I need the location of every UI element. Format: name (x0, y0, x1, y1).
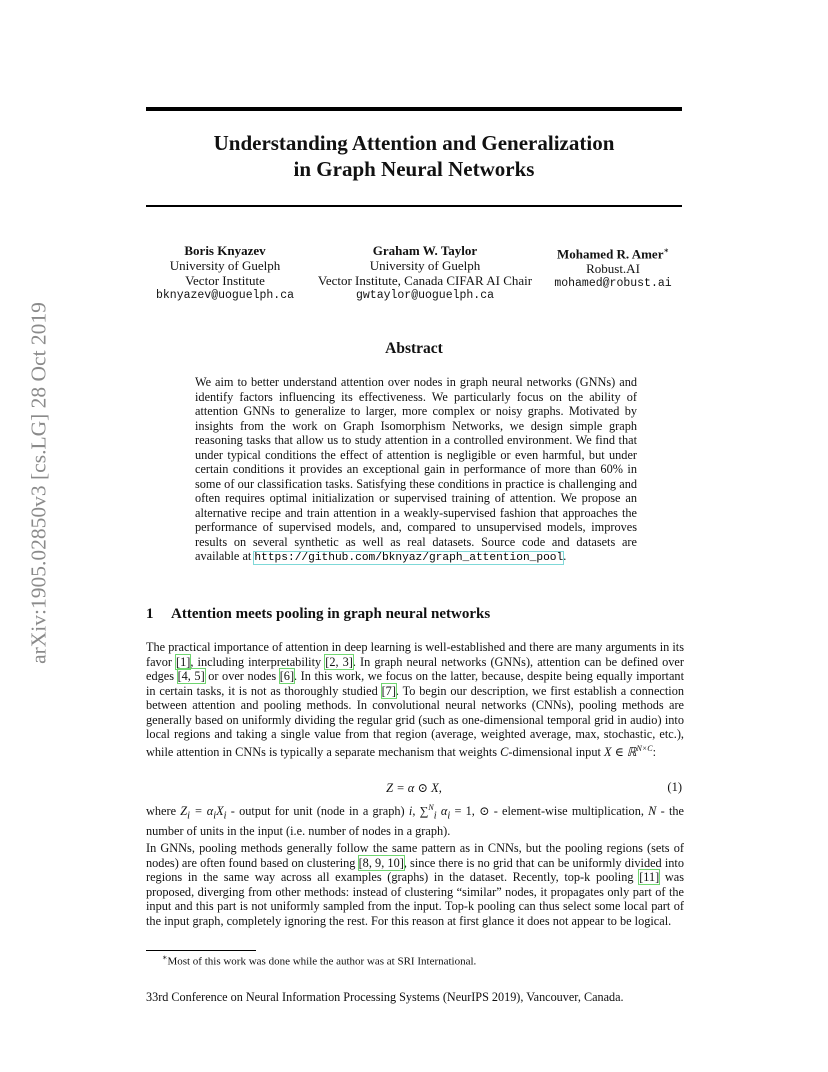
author-email: mohamed@robust.ai (554, 277, 672, 291)
citation-link[interactable]: [7] (381, 683, 396, 698)
abstract-text: We aim to better understand attention over nodes in graph neural networks (GNNs) and identify factors influencing its effectiveness. We particularly focus on the ability of attention GNNs to generalize to larger, more complex or noisy graphs. Motivated by insights from the work on Graph Isomorphism Networks, we design simple graph reasoning tasks that allow us to study attention in a controlled environment. We find that under typical conditions the effect of attention is negligible or even harmful, but under certain conditions it provides an exceptional gain in performance of more than 60% in some of our classification tasks. Satisfying these conditions in practice is challenging and often requires optimal initialization or supervised training of attention. We propose an alternative recipe and train attention in a weakly-supervised fashion that approaches the performance of supervised models, and, compared to unsupervised models, improves results on several synthetic as well as real datasets. Source code and datasets are available at https://github.com/bknyaz/graph_attention_pool. (195, 375, 637, 564)
venue-note: 33rd Conference on Neural Information Processing Systems (NeurIPS 2019), Vancouver, Canada. (146, 990, 624, 1004)
section-heading: 1 Attention meets pooling in graph neural networks (146, 606, 491, 622)
title-line-1: Understanding Attention and Generalization (213, 131, 615, 155)
author-block-3 (548, 243, 678, 291)
footnote: ∗Most of this work was done while the author was at SRI International. (162, 953, 477, 968)
title-line-2: in Graph Neural Networks (293, 157, 535, 181)
author-affiliation: University of Guelph (169, 258, 281, 273)
footnote-marker: ∗ (162, 953, 168, 962)
citation-link[interactable]: [11] (639, 870, 660, 884)
footnote-marker: ∗ (663, 246, 670, 255)
author-block-1 (150, 243, 300, 303)
arxiv-sidebar (18, 290, 60, 676)
footnote-rule (146, 950, 256, 951)
author-affiliation: University of Guelph (369, 258, 481, 273)
citation-link[interactable]: [6] (279, 669, 295, 683)
author-block-2 (305, 243, 545, 303)
author-email: bknyazev@uoguelph.ca (155, 289, 295, 302)
title-bottom-rule (146, 205, 682, 207)
paragraph-3: In GNNs, pooling methods generally follow the same pattern as in CNNs, but the pooling regions (sets of nodes) are often found based on clustering [8, 9, 10], since there is no grid that can be uniformly divided into regions in the same way across all examples (graphs) in the dataset. Recently, top-k pooling [11] was proposed, diverging from other methods: instead of clustering “similar” nodes, it propagates only part of the input and this part is not uniformly sampled from the input. Top-k pooling can thus select some local part of the input graph, completely ignoring the rest. For this reason at first glance it does not appear to be logical. (146, 841, 685, 928)
equation-body: Z = α ⊙ X, (386, 781, 442, 795)
paragraph-1: The practical importance of attention in deep learning is well-established and there are many arguments in its favor [1], including interpretability [2, 3]. In graph neural networks (GNNs), attention can be defined over edges [4, 5] or over nodes [6]. In this work, we focus on the latter, because, despite being equally important in certain tasks, it is not as thoroughly studied [7]. To begin our description, we first establish a connection between attention and pooling methods. In convolutional neural networks (CNNs), pooling methods are generally based on uniformly dividing the regular grid (such as one-dimensional temporal grid in audio) into local regions and taking a single value from that region (average, weighted average, max, stochastic, etc.), while attention in CNNs is typically a separate mechanism that weights C-dimensional input X ∈ ℝ$^{N\times C}$: (146, 640, 684, 759)
author-email: gwtaylor@uoguelph.ca (355, 289, 495, 302)
author-affiliation: Robust.AI (586, 261, 640, 277)
citation-link[interactable]: [4, 5] (177, 669, 205, 683)
citation-link[interactable]: [8, 9, 10] (358, 855, 404, 870)
arxiv-identifier: arXiv:1905.02850v3 [cs.LG] 28 Oct 2019 (26, 302, 51, 664)
equation-number: (1) (667, 780, 682, 794)
author-affiliation: Vector Institute (185, 273, 265, 288)
code-link[interactable]: https://github.com/bknyaz/graph_attention_pool (254, 552, 564, 564)
citation-link[interactable]: [2, 3] (325, 654, 353, 669)
title-top-rule (146, 107, 682, 111)
author-affiliation: Vector Institute, Canada CIFAR AI Chair (317, 273, 533, 288)
author-name: Mohamed R. Amer∗ (556, 246, 670, 262)
paragraph-2: where $Z_i = \alpha_iX_i$ - output for unit (node in a graph) i, ∑$^N_i$ $\alpha_i = 1$, ⊙ - element-wise multiplication, N - the number of units in the input (i.e. number of nodes in a graph). (146, 803, 684, 839)
author-name: Graham W. Taylor (372, 243, 478, 258)
citation-link[interactable]: [1] (176, 654, 191, 669)
equation-1 (146, 780, 682, 796)
author-name: Boris Knyazev (184, 243, 266, 258)
paper-title (146, 130, 682, 182)
abstract-heading: Abstract (385, 340, 443, 357)
